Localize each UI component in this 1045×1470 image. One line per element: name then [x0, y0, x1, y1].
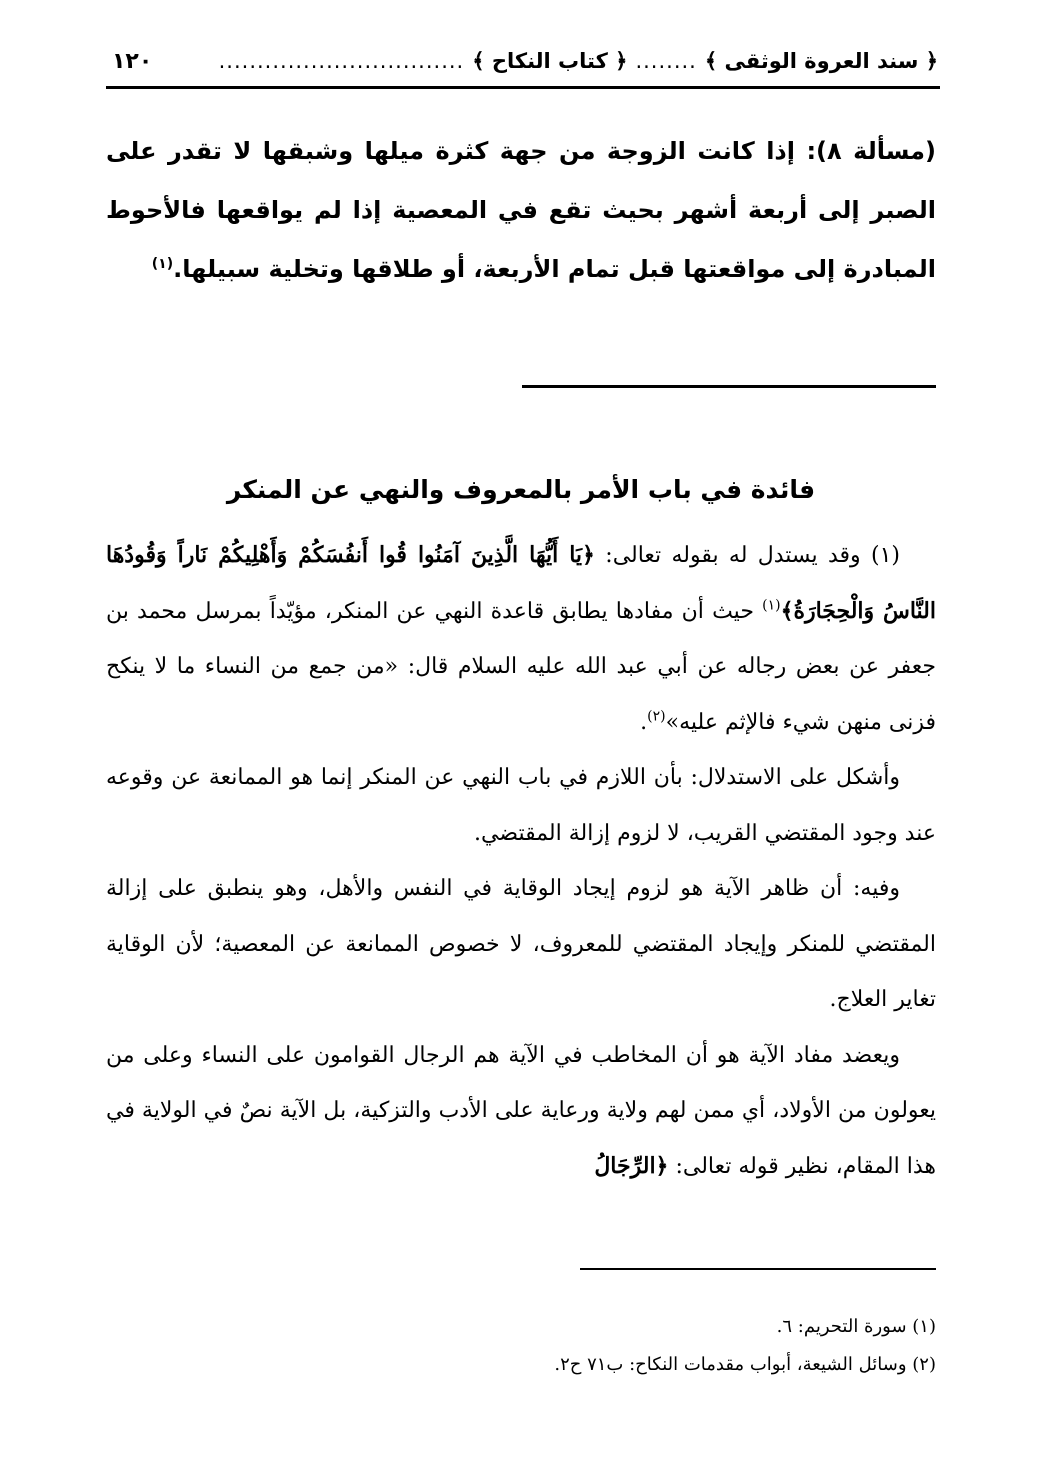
- p1-footnote-ref-2: (٢): [647, 708, 666, 725]
- header-rule: [106, 86, 940, 89]
- footnote-2: (٢) وسائل الشيعة، أبواب مقدمات النكاح: ب٧١ ح٢.: [554, 1354, 936, 1375]
- book-title: ﴿ كتاب النكاح ﴾: [472, 49, 628, 73]
- header-dots-right: ........: [635, 49, 697, 73]
- running-header: [112, 38, 938, 84]
- p1-quran-verse: ﴿يَا أَيُّهَا الَّذِينَ آمَنُوا قُوا أَنفُسَكُمْ وَأَهْلِيكُمْ نَاراً وَقُودُهَا النَّاسُ وَالْحِجَارَةُ﴾: [106, 542, 936, 624]
- series-title: ﴿ سند العروة الوثقى ﴾: [704, 49, 938, 73]
- p1-end: .: [640, 709, 648, 735]
- body-text: [106, 528, 936, 1194]
- paragraph-3: وفيه: أن ظاهر الآية هو لزوم إيجاد الوقاية في النفس والأهل، وهو ينطبق على إزالة المقتضي للمنكر وإيجاد المقتضي للمعروف، لا خصوص الممانعة عن المعصية؛ لأن الوقاية تغاير العلاج.: [106, 876, 936, 1012]
- page-number: ١٢٠: [112, 48, 153, 74]
- p1-footnote-ref-1: (١): [762, 597, 781, 614]
- paragraph-4: [106, 1028, 936, 1195]
- masala-block: [106, 122, 936, 299]
- p4-quran-verse: ﴿الرِّجَالُ: [594, 1152, 669, 1179]
- header-dots-left: ................................: [218, 49, 465, 73]
- paragraph-2: وأشكل على الاستدلال: بأن اللازم في باب النهي عن المنكر إنما هو الممانعة عن وقوعه عند وجود المقتضي القريب، لا لزوم إزالة المقتضي.: [106, 765, 936, 846]
- p4-text: ويعضد مفاد الآية هو أن المخاطب في الآية هم الرجال القوامون على النساء وعلى من يعولون من الأولاد، أي ممن لهم ولاية ورعاية على الأدب والتزكية، بل الآية نصٌ في الولاية في هذا المقام، نظير قوله تعالى:: [106, 1042, 936, 1179]
- footnote-rule: [580, 1268, 936, 1270]
- masala-text: (مسألة ٨): إذا كانت الزوجة من جهة كثرة ميلها وشبقها لا تقدر على الصبر إلى أربعة أشهر بحيث تقع في المعصية إذا لم يواقعها فالأحوط المبادرة إلى مواقعتها قبل تمام الأربعة، أو طلاقها وتخلية سبيلها.: [106, 137, 936, 283]
- section-divider: [522, 385, 936, 388]
- p1-text-b: حيث أن مفادها يطابق قاعدة النهي عن المنكر، مؤيّداً بمرسل محمد بن جعفر عن بعض رجاله عن أبي عبد الله عليه السلام قال: «من جمع من النساء ما لا ينكح فزنى منهن شيء فالإثم عليه»: [106, 598, 936, 735]
- paragraph-1: [106, 528, 936, 750]
- p1-text-a: (١) وقد يستدل له بقوله تعالى:: [594, 543, 901, 568]
- masala-footnote-ref: (١): [151, 256, 174, 272]
- running-title: [219, 49, 938, 73]
- footnote-1: (١) سورة التحريم: ٦.: [776, 1316, 936, 1337]
- section-title: فائدة في باب الأمر بالمعروف والنهي عن المنكر: [226, 475, 816, 504]
- footnotes: [106, 1308, 936, 1384]
